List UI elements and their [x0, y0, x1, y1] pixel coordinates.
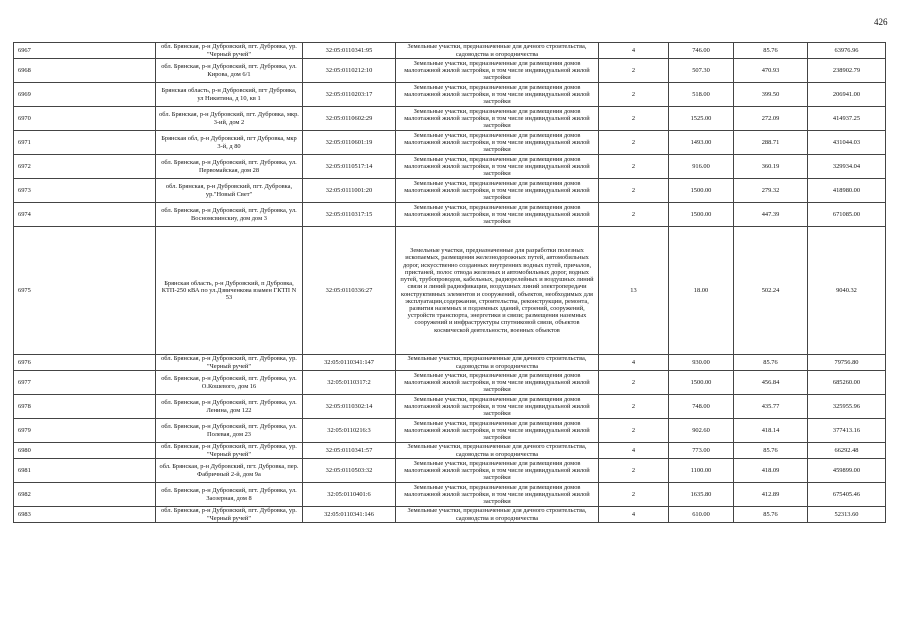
- table-row: [14, 371, 886, 395]
- land-use-cell: Земельные участки, предназначенные для размещения домов малоэтажной жилой застройки, в том числе индивидуальной жилой застройки: [396, 179, 599, 203]
- land-use-cell: Земельные участки, предназначенные для размещения домов малоэтажной жилой застройки, в том числе индивидуальной жилой застройки: [396, 59, 599, 83]
- address-cell: обл. Брянская, р-н Дубровский, пгт. Дубровка, ул. О.Кошевого, дом 16: [156, 371, 303, 395]
- table-row: [14, 43, 886, 59]
- land-use-cell: Земельные участки, предназначенные для размещения домов малоэтажной жилой застройки, в том числе индивидуальной жилой застройки: [396, 459, 599, 483]
- use-code-cell: 2: [599, 59, 669, 83]
- table-row: [14, 443, 886, 459]
- table-row: [14, 155, 886, 179]
- row-number: 6981: [14, 459, 156, 483]
- area-cell: 507.30: [669, 59, 734, 83]
- specific-value-cell: 470.93: [734, 59, 808, 83]
- use-code-cell: 2: [599, 395, 669, 419]
- use-code-cell: 4: [599, 507, 669, 523]
- cadastral-value-cell: 238902.79: [808, 59, 886, 83]
- land-use-cell: Земельные участки, предназначенные для размещения домов малоэтажной жилой застройки, в том числе индивидуальной жилой застройки: [396, 107, 599, 131]
- table-row: [14, 395, 886, 419]
- specific-value-cell: 85.76: [734, 507, 808, 523]
- land-use-cell: Земельные участки, предназначенные для разработки полезных ископаемых, размещения железнодорожных путей, автомобильных дорог, искусственно созданных внутренних водных путей, причалов, пристаней, полос отвода железных и автомобильных дорог, водных путей, трубопроводов, кабельных, радиорелейных и воздушных линий связи и линий радиофикации, воздушных линий электропередачи конструктивных элементов и сооружений, объектов, необходимых для эксплуатации,содержания, строительства, реконструкции, ремонта, развития наземных и подземных зданий, строений, сооружений, устройств транспорта, энергетики и связи; размещения наземных сооружений и инфраструктуры спутниковой связи, объектов космической деятельности, военных объектов: [396, 227, 599, 355]
- use-code-cell: 2: [599, 107, 669, 131]
- area-cell: 1635.80: [669, 483, 734, 507]
- use-code-cell: 4: [599, 43, 669, 59]
- cadastral-number-cell: 32:05:0110341:95: [303, 43, 396, 59]
- row-number: 6979: [14, 419, 156, 443]
- cadastral-number-cell: 32:05:0110341:146: [303, 507, 396, 523]
- area-cell: 1525.00: [669, 107, 734, 131]
- row-number: 6969: [14, 83, 156, 107]
- address-cell: Брянская обл, р-н Дубровский, пгт Дубровка, мкр 3-й, д 80: [156, 131, 303, 155]
- use-code-cell: 2: [599, 155, 669, 179]
- cadastral-value-cell: 675405.46: [808, 483, 886, 507]
- cadastral-number-cell: 32:05:0110302:14: [303, 395, 396, 419]
- address-cell: обл. Брянская, р-н Дубровский, пгт. Дубровка, ул. Полевая, дом 23: [156, 419, 303, 443]
- area-cell: 1493.00: [669, 131, 734, 155]
- specific-value-cell: 279.32: [734, 179, 808, 203]
- cadastral-number-cell: 32:05:0110602:29: [303, 107, 396, 131]
- land-use-cell: Земельные участки, предназначенные для размещения домов малоэтажной жилой застройки, в том числе индивидуальной жилой застройки: [396, 203, 599, 227]
- table-row: [14, 107, 886, 131]
- address-cell: обл. Брянская, р-н Дубровский, пгт. Дубровка, ур."Новый Свет": [156, 179, 303, 203]
- cadastral-value-cell: 79756.80: [808, 355, 886, 371]
- address-cell: обл. Брянская, р-н Дубровский, пгт. Дубровка, ул. Кирова, дом 6/1: [156, 59, 303, 83]
- specific-value-cell: 502.24: [734, 227, 808, 355]
- cadastral-value-cell: 66292.48: [808, 443, 886, 459]
- cadastral-number-cell: 32:05:0110212:10: [303, 59, 396, 83]
- row-number: 6975: [14, 227, 156, 355]
- address-cell: обл. Брянская, р-н Дубровский, пгт. Дубровка, ул. Первомайская, дом 28: [156, 155, 303, 179]
- table-row: [14, 507, 886, 523]
- cadastral-number-cell: 32:05:0110203:17: [303, 83, 396, 107]
- cadastral-value-cell: 206941.00: [808, 83, 886, 107]
- specific-value-cell: 85.76: [734, 443, 808, 459]
- cadastral-value-cell: 685260.00: [808, 371, 886, 395]
- land-use-cell: Земельные участки, предназначенные для размещения домов малоэтажной жилой застройки, в том числе индивидуальной жилой застройки: [396, 155, 599, 179]
- table-row: [14, 459, 886, 483]
- land-use-cell: Земельные участки, предназначенные для дачного строительства, садоводства и огородничества: [396, 507, 599, 523]
- row-number: 6982: [14, 483, 156, 507]
- specific-value-cell: 456.84: [734, 371, 808, 395]
- area-cell: 916.00: [669, 155, 734, 179]
- use-code-cell: 4: [599, 443, 669, 459]
- address-cell: обл. Брянская, р-н Дубровский, пгт. Дубровка, ул. Ленина, дом 122: [156, 395, 303, 419]
- specific-value-cell: 272.09: [734, 107, 808, 131]
- area-cell: 1500.00: [669, 203, 734, 227]
- specific-value-cell: 412.89: [734, 483, 808, 507]
- specific-value-cell: 418.09: [734, 459, 808, 483]
- specific-value-cell: 288.71: [734, 131, 808, 155]
- cadastral-number-cell: 32:05:0111001:20: [303, 179, 396, 203]
- address-cell: обл. Брянская, р-н Дубровский, пгт. Дубровка, мкр. 3-ий, дом 2: [156, 107, 303, 131]
- row-number: 6967: [14, 43, 156, 59]
- area-cell: 1500.00: [669, 179, 734, 203]
- cadastral-value-cell: 671085.00: [808, 203, 886, 227]
- specific-value-cell: 418.14: [734, 419, 808, 443]
- cadastral-value-cell: 9040.32: [808, 227, 886, 355]
- specific-value-cell: 447.39: [734, 203, 808, 227]
- table-row: [14, 227, 886, 355]
- cadastral-value-cell: 329934.04: [808, 155, 886, 179]
- cadastral-number-cell: 32:05:0110503:32: [303, 459, 396, 483]
- cadastral-value-cell: 414937.25: [808, 107, 886, 131]
- area-cell: 1100.00: [669, 459, 734, 483]
- row-number: 6973: [14, 179, 156, 203]
- cadastral-value-cell: 418980.00: [808, 179, 886, 203]
- land-use-cell: Земельные участки, предназначенные для размещения домов малоэтажной жилой застройки, в том числе индивидуальной жилой застройки: [396, 483, 599, 507]
- row-number: 6980: [14, 443, 156, 459]
- area-cell: 930.00: [669, 355, 734, 371]
- row-number: 6977: [14, 371, 156, 395]
- land-use-cell: Земельные участки, предназначенные для размещения домов малоэтажной жилой застройки, в том числе индивидуальной жилой застройки: [396, 83, 599, 107]
- area-cell: 902.60: [669, 419, 734, 443]
- table-row: [14, 59, 886, 83]
- cadastral-number-cell: 32:05:0110401:6: [303, 483, 396, 507]
- row-number: 6983: [14, 507, 156, 523]
- area-cell: 773.00: [669, 443, 734, 459]
- cadastral-value-cell: 431044.03: [808, 131, 886, 155]
- address-cell: обл. Брянская, р-н Дубровский, пгт. Дубровка, ул. Восномсвинскиу, дом дом 3: [156, 203, 303, 227]
- area-cell: 610.00: [669, 507, 734, 523]
- use-code-cell: 2: [599, 179, 669, 203]
- specific-value-cell: 360.19: [734, 155, 808, 179]
- address-cell: обл. Брянская, р-н Дубровский, пгт. Дубровка, ул. Заозерная, дом 8: [156, 483, 303, 507]
- land-use-cell: Земельные участки, предназначенные для размещения домов малоэтажной жилой застройки, в том числе индивидуальной жилой застройки: [396, 131, 599, 155]
- land-use-cell: Земельные участки, предназначенные для дачного строительства, садоводства и огородничества: [396, 355, 599, 371]
- land-use-cell: Земельные участки, предназначенные для размещения домов малоэтажной жилой застройки, в том числе индивидуальной жилой застройки: [396, 395, 599, 419]
- table-row: [14, 131, 886, 155]
- specific-value-cell: 85.76: [734, 43, 808, 59]
- table-row: [14, 355, 886, 371]
- use-code-cell: 2: [599, 131, 669, 155]
- row-number: 6972: [14, 155, 156, 179]
- cadastral-number-cell: 32:05:0110341:147: [303, 355, 396, 371]
- table-row: [14, 203, 886, 227]
- cadastral-value-cell: 377413.16: [808, 419, 886, 443]
- address-cell: обл. Брянская, р-н Дубровский, пгт. Дубровка, ур. "Черный ручей": [156, 43, 303, 59]
- use-code-cell: 2: [599, 83, 669, 107]
- cadastral-number-cell: 32:05:0110216:3: [303, 419, 396, 443]
- use-code-cell: 2: [599, 483, 669, 507]
- table-row: [14, 483, 886, 507]
- address-cell: Брянская область, р-н Дубровский, пгт Дубровка, ул Никитина, д 10, кв 1: [156, 83, 303, 107]
- use-code-cell: 13: [599, 227, 669, 355]
- cadastral-number-cell: 32:05:0110601:19: [303, 131, 396, 155]
- use-code-cell: 2: [599, 371, 669, 395]
- cadastral-value-cell: 63976.96: [808, 43, 886, 59]
- use-code-cell: 2: [599, 203, 669, 227]
- land-use-cell: Земельные участки, предназначенные для дачного строительства, садоводства и огородничества: [396, 443, 599, 459]
- land-registry-table: [13, 42, 886, 523]
- cadastral-value-cell: 325955.96: [808, 395, 886, 419]
- specific-value-cell: 85.76: [734, 355, 808, 371]
- land-use-cell: Земельные участки, предназначенные для дачного строительства, садоводства и огородничества: [396, 43, 599, 59]
- row-number: 6976: [14, 355, 156, 371]
- area-cell: 1500.00: [669, 371, 734, 395]
- cadastral-value-cell: 52313.60: [808, 507, 886, 523]
- row-number: 6971: [14, 131, 156, 155]
- page-number: 426: [874, 17, 888, 27]
- address-cell: обл. Брянская, р-н Дубровский, пгт. Дубровка, пер. Фабричный 2-й, дом 9а: [156, 459, 303, 483]
- area-cell: 18.00: [669, 227, 734, 355]
- land-use-cell: Земельные участки, предназначенные для размещения домов малоэтажной жилой застройки, в том числе индивидуальной жилой застройки: [396, 371, 599, 395]
- address-cell: обл. Брянская, р-н Дубровский, пгт. Дубровка, ур. "Черный ручей": [156, 443, 303, 459]
- cadastral-number-cell: 32:05:0110336:27: [303, 227, 396, 355]
- address-cell: обл. Брянская, р-н Дубровский, пгт. Дубровка, ур. "Черный ручей": [156, 355, 303, 371]
- table-row: [14, 179, 886, 203]
- use-code-cell: 2: [599, 459, 669, 483]
- row-number: 6968: [14, 59, 156, 83]
- area-cell: 748.00: [669, 395, 734, 419]
- row-number: 6978: [14, 395, 156, 419]
- land-use-cell: Земельные участки, предназначенные для размещения домов малоэтажной жилой застройки, в том числе индивидуальной жилой застройки: [396, 419, 599, 443]
- cadastral-number-cell: 32:05:0110341:57: [303, 443, 396, 459]
- cadastral-value-cell: 459899.00: [808, 459, 886, 483]
- address-cell: Брянская область, р-н Дубровский, п Дубровка, КТП-250 кВА по ул.Дзвиченкова взамен ГКТП N 53: [156, 227, 303, 355]
- specific-value-cell: 399.50: [734, 83, 808, 107]
- row-number: 6970: [14, 107, 156, 131]
- use-code-cell: 2: [599, 419, 669, 443]
- address-cell: обл. Брянская, р-н Дубровский, пгт. Дубровка, ур. "Черный ручей": [156, 507, 303, 523]
- cadastral-number-cell: 32:05:0110317:2: [303, 371, 396, 395]
- table-body: [14, 43, 886, 523]
- row-number: 6974: [14, 203, 156, 227]
- table-row: [14, 419, 886, 443]
- specific-value-cell: 435.77: [734, 395, 808, 419]
- table-row: [14, 83, 886, 107]
- area-cell: 518.00: [669, 83, 734, 107]
- use-code-cell: 4: [599, 355, 669, 371]
- cadastral-number-cell: 32:05:0110317:15: [303, 203, 396, 227]
- cadastral-number-cell: 32:05:0110517:14: [303, 155, 396, 179]
- area-cell: 746.00: [669, 43, 734, 59]
